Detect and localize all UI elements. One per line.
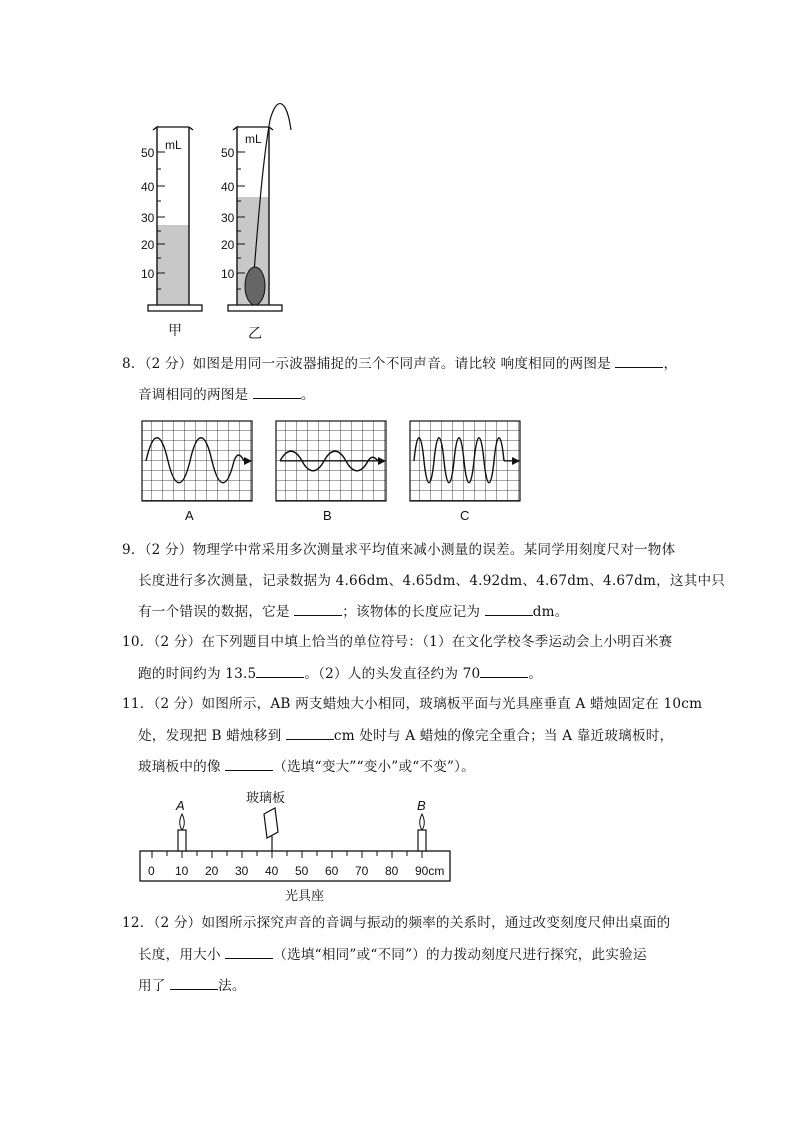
wave-panel-b [276, 421, 386, 523]
bench-tick-10: 10 [175, 864, 189, 878]
candle-a-label: A [176, 798, 185, 813]
tick-10-yi: 10 [221, 267, 235, 281]
q12-line3: 用了 法。 [138, 975, 246, 996]
candle-b-icon [417, 798, 426, 851]
q12-line2: 长度，用大小 （选填“相同”或“不同”）的力拨动刻度尺进行探究，此实验运 [138, 944, 647, 965]
q9-blank2[interactable] [485, 601, 533, 616]
bench-tick-20: 20 [205, 864, 219, 878]
q8-blank2[interactable] [253, 384, 301, 399]
candle-a-icon [175, 798, 186, 851]
q8-line2: 音调相同的两图是 。 [138, 384, 315, 405]
bench-tick-60: 60 [325, 864, 339, 878]
q9-line2: 长度进行多次测量，记录数据为 4.66dm、4.65dm、4.92dm、4.67dm、4.67dm，这其中只 [138, 573, 726, 589]
bench-tick-90cm: 90cm [415, 864, 445, 878]
q8-blank1[interactable] [615, 353, 663, 368]
label-yi: 乙 [248, 325, 262, 341]
q9-line3: 有一个错误的数据，它是 ；该物体的长度应记为 dm。 [138, 601, 569, 622]
oscilloscope-figure [140, 420, 525, 528]
unit-label-yi: mL [245, 132, 262, 146]
q10-blank1[interactable] [256, 663, 304, 678]
wave-label-c: C [460, 508, 470, 523]
q11-blank2[interactable] [225, 756, 273, 771]
unit-label-jia: mL [165, 138, 182, 152]
tick-50-jia: 50 [141, 146, 155, 160]
q12-blank1[interactable] [225, 944, 273, 959]
cylinder-jia [141, 127, 202, 311]
q11-blank1[interactable] [286, 725, 334, 740]
optical-bench-figure [135, 788, 465, 906]
label-jia: 甲 [168, 322, 182, 338]
tick-20-yi: 20 [221, 238, 235, 252]
wave-label-b: B [323, 508, 332, 523]
bench-label: 光具座 [285, 888, 325, 903]
tick-40-yi: 40 [221, 180, 235, 194]
q9-line1: 9．（2 分）物理学中常采用多次测量求平均值来减小测量的误差。某同学用刻度尺对一物体 [122, 542, 676, 558]
q9-blank1[interactable] [294, 601, 342, 616]
q11-line2: 处，发现把 B 蜡烛移到 cm 处时与 A 蜡烛的像完全重合；当 A 靠近玻璃板时， [138, 725, 673, 746]
q11-line3: 玻璃板中的像 （选填“变大”“变小”或“不变”）。 [138, 756, 475, 777]
bench-tick-30: 30 [235, 864, 249, 878]
cylinder-yi [221, 104, 291, 311]
tick-50-yi: 50 [221, 146, 235, 160]
q8-line1: 8．（2 分）如图是用同一示波器捕捉的三个不同声音。请比较 响度相同的两图是 ， [122, 353, 677, 374]
wave-panel-a [142, 421, 252, 523]
bench-tick-50: 50 [295, 864, 309, 878]
wave-label-a: A [185, 508, 194, 523]
glass-plate-icon [246, 790, 285, 851]
glass-plate-label: 玻璃板 [246, 790, 286, 805]
tick-20-jia: 20 [141, 238, 155, 252]
q10-blank2[interactable] [480, 663, 528, 678]
bench-tick-40: 40 [265, 864, 279, 878]
stone-icon [245, 267, 265, 305]
bench-tick-80: 80 [385, 864, 399, 878]
cylinders-figure [135, 100, 305, 345]
candle-b-label: B [417, 798, 426, 813]
tick-30-jia: 30 [141, 211, 155, 225]
bench-tick-0: 0 [148, 864, 155, 878]
q12-line1: 12．（2 分）如图所示探究声音的音调与振动的频率的关系时，通过改变刻度尺伸出桌面的 [122, 915, 671, 931]
bench-tick-70: 70 [355, 864, 369, 878]
q11-line1: 11．（2 分）如图所示，AB 两支蜡烛大小相同，玻璃板平面与光具座垂直 A 蜡烛固定在 10cm [122, 696, 703, 712]
q10-line2: 跑的时间约为 13.5 。（2）人的头发直径约为 70 。 [138, 663, 542, 684]
q12-blank2[interactable] [170, 975, 218, 990]
tick-40-jia: 40 [141, 180, 155, 194]
q10-line1: 10．（2 分）在下列题目中填上恰当的单位符号：（1）在文化学校冬季运动会上小明百米赛 [122, 634, 673, 650]
wave-panel-c [410, 421, 520, 523]
tick-10-jia: 10 [141, 267, 155, 281]
tick-30-yi: 30 [221, 211, 235, 225]
